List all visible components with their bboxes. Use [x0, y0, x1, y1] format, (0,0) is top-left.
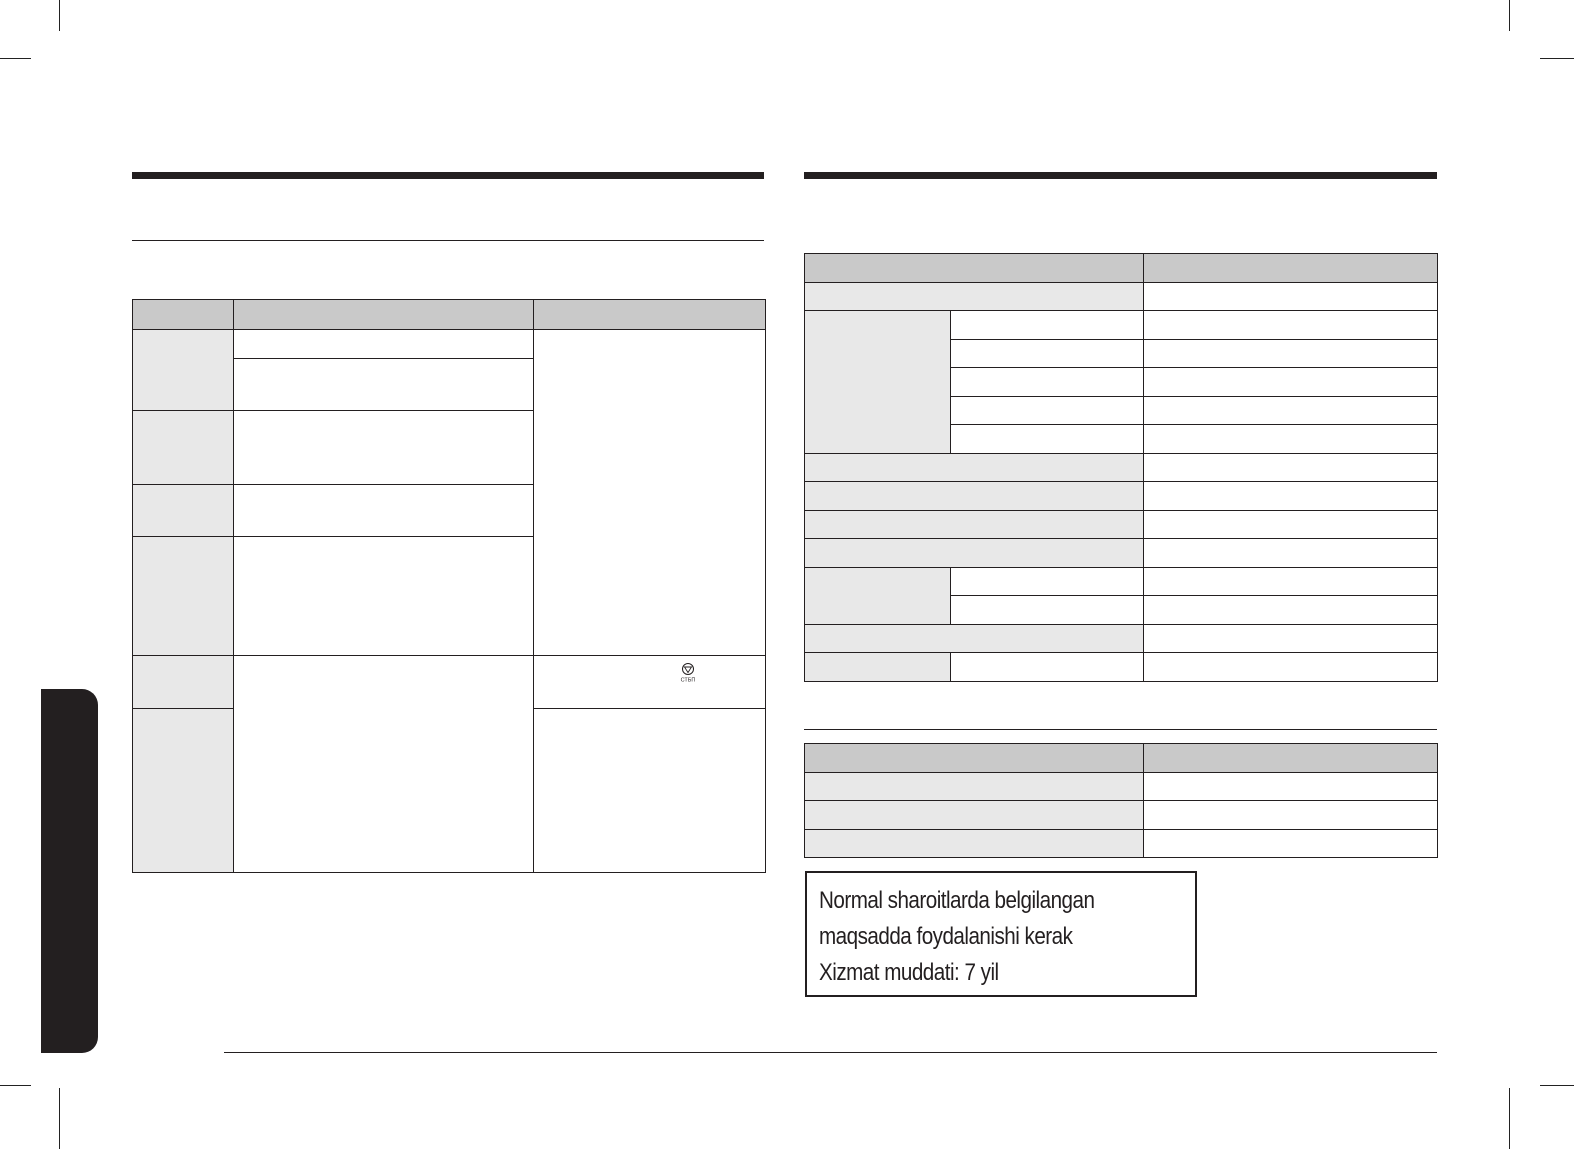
- crop-mark: [0, 1085, 31, 1086]
- crop-mark: [59, 1088, 60, 1149]
- table-cell: [1144, 454, 1438, 482]
- crop-mark: [1540, 58, 1574, 59]
- table-cell: [951, 340, 1144, 368]
- table-cell: [234, 411, 534, 485]
- crop-mark: [1509, 0, 1510, 31]
- table-cell: [951, 368, 1144, 397]
- row-label-cell: [805, 625, 1144, 653]
- table-cell: [1144, 425, 1438, 454]
- table-cell: [1144, 283, 1438, 311]
- row-label-cell: [805, 283, 1144, 311]
- certification-mark-icon: [679, 662, 697, 684]
- footer-rule: [224, 1052, 1437, 1053]
- section-side-tab: [41, 689, 98, 1053]
- table-header-cell: [805, 744, 1144, 773]
- row-label-cell: [133, 411, 234, 485]
- right-title-rule: [804, 172, 1437, 179]
- table-cell: [1144, 539, 1438, 568]
- table-cell: [234, 537, 534, 656]
- row-label-cell: [805, 511, 1144, 539]
- row-label-cell: [805, 773, 1144, 801]
- crop-mark: [1540, 1085, 1574, 1086]
- table-cell: [1144, 830, 1438, 858]
- row-label-cell: [805, 311, 951, 454]
- table-header-cell: [1144, 254, 1438, 283]
- table-cell: [234, 359, 534, 411]
- left-title-rule: [132, 172, 764, 179]
- table-cell: [951, 653, 1144, 682]
- row-label-cell: [805, 653, 951, 682]
- table-cell: [1144, 340, 1438, 368]
- table-cell: [234, 656, 534, 873]
- right-spec-table: [804, 253, 1438, 682]
- notice-line-3: Xizmat muddati: 7 yil: [819, 959, 999, 986]
- row-label-cell: [805, 830, 1144, 858]
- table-cell: [951, 425, 1144, 454]
- row-label-cell: [133, 537, 234, 656]
- table-header-cell: [234, 300, 534, 330]
- notice-line-1: Normal sharoitlarda belgilangan: [819, 887, 1095, 914]
- table-cell: [1144, 568, 1438, 596]
- table-cell: [951, 311, 1144, 340]
- certification-cell: [534, 656, 766, 709]
- table-cell: [1144, 801, 1438, 830]
- table-header-cell: [1144, 744, 1438, 773]
- service-life-notice: [805, 871, 1197, 997]
- notice-line-2: maqsadda foydalanishi kerak: [819, 923, 1073, 950]
- table-cell: [1144, 368, 1438, 397]
- table-cell: [1144, 653, 1438, 682]
- svg-text:СТБП: СТБП: [680, 677, 696, 684]
- right-secondary-table: [804, 743, 1438, 858]
- table-cell: [234, 485, 534, 537]
- table-cell: [951, 596, 1144, 625]
- table-cell: [1144, 625, 1438, 653]
- left-subtitle-rule: [132, 240, 764, 241]
- crop-mark: [59, 0, 60, 31]
- row-label-cell: [805, 801, 1144, 830]
- table-cell: [234, 330, 534, 359]
- table-cell: [1144, 773, 1438, 801]
- table-cell: [1144, 397, 1438, 425]
- right-subtitle-rule: [804, 729, 1437, 730]
- table-cell: [951, 568, 1144, 596]
- table-cell: [951, 397, 1144, 425]
- row-label-cell: [805, 539, 1144, 568]
- table-header-cell: [534, 300, 766, 330]
- crop-mark: [1509, 1088, 1510, 1149]
- row-label-cell: [133, 485, 234, 537]
- table-cell: [1144, 311, 1438, 340]
- left-spec-table: [132, 299, 766, 873]
- row-label-cell: [805, 482, 1144, 511]
- row-label-cell: [805, 454, 1144, 482]
- table-cell: [1144, 482, 1438, 511]
- table-cell: [534, 709, 766, 873]
- table-cell: [534, 330, 766, 656]
- table-cell: [1144, 596, 1438, 625]
- row-label-cell: [133, 656, 234, 709]
- row-label-cell: [133, 709, 234, 873]
- row-label-cell: [805, 568, 951, 625]
- table-header-cell: [805, 254, 1144, 283]
- row-label-cell: [133, 330, 234, 411]
- table-header-cell: [133, 300, 234, 330]
- table-cell: [1144, 511, 1438, 539]
- crop-mark: [0, 58, 31, 59]
